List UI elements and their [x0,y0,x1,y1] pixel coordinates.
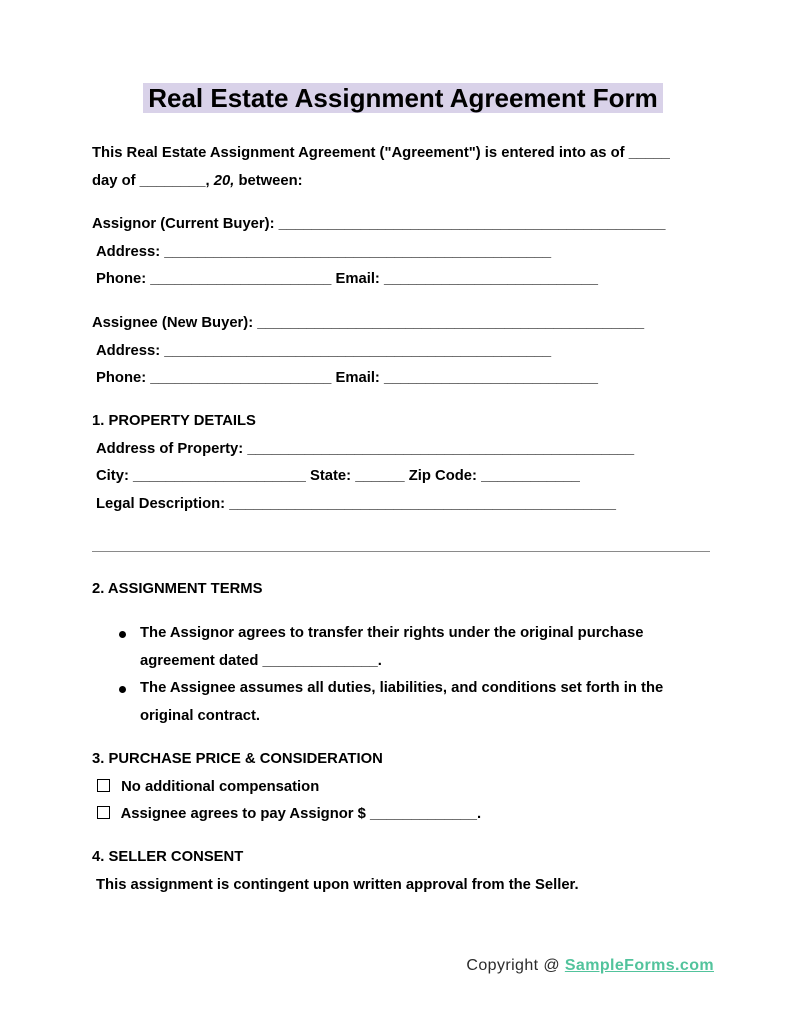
section-divider [92,551,710,552]
assignor-address-label: Address: [96,243,161,260]
pay-assignor-checkbox[interactable] [97,806,110,819]
consent-text: This assignment is contingent upon written approval from the Seller. [96,876,579,893]
assignor-name-blank[interactable]: _______________________________________________ [278,216,666,232]
intro-year-text: 20, [213,172,235,189]
assignee-address-blank[interactable]: _______________________________________________ [164,342,552,359]
intro-line-1 [92,140,714,168]
assignor-phone-blank[interactable]: ______________________ [150,271,332,287]
assignor-address-blank[interactable]: _______________________________________________ [164,243,552,260]
consent-text-line [92,872,714,900]
legal-description-label: Legal Description: [96,495,226,512]
no-compensation-checkbox[interactable] [97,779,110,792]
property-address-label: Address of Property: [96,440,244,457]
intro-line-2 [92,168,714,196]
bullet-2-text: The Assignee assumes all duties, liabilities, and conditions set forth in the original contract. [140,680,664,724]
price-option-2-label: Assignee agrees to pay Assignor $ [120,806,366,822]
assignor-name-label: Assignor (Current Buyer): [92,216,275,232]
city-state-zip-line [92,463,714,491]
bullet-1-text: The Assignor agrees to transfer their rights under the original purchase agreement dated [140,625,644,669]
property-heading [92,408,714,436]
property-address-line [92,436,714,464]
consent-heading [92,844,714,872]
intro-paragraph [92,140,714,195]
property-address-blank[interactable]: _______________________________________________ [247,440,635,457]
price-heading-text: 3. PURCHASE PRICE & CONSIDERATION [92,751,383,767]
assignee-name-label: Assignee (New Buyer): [92,315,254,331]
city-blank[interactable]: _____________________ [133,468,306,484]
terms-bullet-list [92,620,714,730]
state-blank[interactable]: ______ [355,468,405,484]
terms-heading [92,576,714,604]
price-option-2-period: . [477,806,482,822]
assignee-email-label: Email: [335,370,380,386]
price-option-1 [92,774,714,802]
title-row [92,83,714,113]
assignee-phone-label: Phone: [96,370,147,386]
assignee-address-label: Address: [96,342,161,359]
zip-blank[interactable]: ____________ [481,468,580,484]
assignor-section [92,211,714,294]
bullet-icon [119,631,126,638]
city-label: City: [96,468,129,484]
legal-description-blank[interactable]: _______________________________________________ [229,495,616,512]
sampleforms-link[interactable]: SampleForms.com [564,957,714,974]
state-label: State: [309,468,352,484]
footer [92,956,714,976]
page-title: Real Estate Assignment Agreement Form [143,83,663,113]
price-heading [92,746,714,774]
property-details-section [92,408,714,518]
assignee-address-line [92,338,714,366]
terms-heading-text: 2. ASSIGNMENT TERMS [92,581,263,597]
assignor-phone-email-line [92,266,714,294]
terms-bullet-1 [92,620,714,675]
intro-text-1: This Real Estate Assignment Agreement ("Agreement") is entered into as of _____ [92,145,670,161]
terms-bullet-2 [92,675,714,730]
assignee-phone-blank[interactable]: ______________________ [150,370,332,386]
assignee-name-line [92,310,714,338]
intro-text-3: between: [238,172,303,189]
legal-description-line [92,491,714,519]
bullet-1-date-blank[interactable]: ______________ [262,652,378,669]
bullet-1-period: . [377,652,382,669]
assignor-email-blank[interactable]: __________________________ [383,271,598,287]
intro-text-2: day of ________, [92,172,210,189]
assignee-email-blank[interactable]: __________________________ [383,370,598,386]
property-heading-text: 1. PROPERTY DETAILS [92,413,256,429]
zip-label: Zip Code: [408,468,477,484]
copyright-text: Copyright @ [466,957,560,974]
assignor-email-label: Email: [335,271,380,287]
assignor-name-line [92,211,714,239]
price-option-2 [92,801,714,829]
assignor-phone-label: Phone: [96,271,147,287]
assignor-address-line [92,239,714,267]
assignee-phone-email-line [92,365,714,393]
price-option-1-label: No additional compensation [121,778,320,795]
price-amount-blank[interactable]: _____________ [370,806,478,822]
assignee-name-blank[interactable]: _______________________________________________ [257,315,645,331]
bullet-icon [119,686,126,693]
consent-heading-text: 4. SELLER CONSENT [92,849,244,865]
assignee-section [92,310,714,393]
